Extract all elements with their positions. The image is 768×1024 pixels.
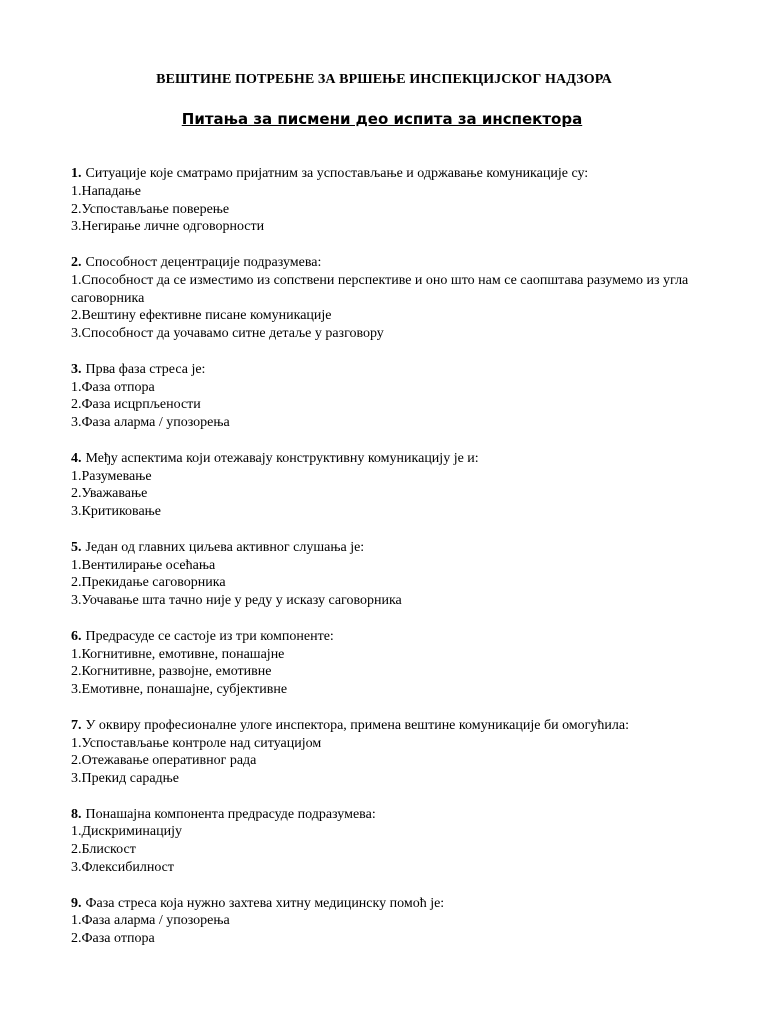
question-block <box>71 254 711 343</box>
question-number: 8. <box>71 806 82 822</box>
question-text: Прва фаза стреса је: <box>85 361 206 377</box>
question-number: 7. <box>71 717 82 733</box>
question-line <box>71 361 711 379</box>
question-line <box>71 165 711 183</box>
answer-option: 3.Негирање личне одговорности <box>71 219 265 235</box>
answer-option: 2.Фаза отпора <box>71 931 155 947</box>
question-block <box>71 717 711 788</box>
question-text: У оквиру професионалне улоге инспектора, примена вештине комуникације би омогућила: <box>85 717 629 733</box>
question-number: 9. <box>71 895 82 911</box>
answer-option: 2.Фаза исцрпљености <box>71 397 201 413</box>
question-block <box>71 165 711 236</box>
answer-option: 3.Емотивне, понашајне, субјективне <box>71 682 288 698</box>
answer-option: 3.Прекид сарадње <box>71 771 180 787</box>
question-line <box>71 895 711 913</box>
question-line <box>71 539 711 557</box>
question-list <box>71 165 711 966</box>
answer-option: 1.Разумевање <box>71 468 152 484</box>
question-text: Међу аспектима који отежавају конструктивну комуникацију је и: <box>85 450 479 466</box>
question-text: Предрасуде се састоје из три компоненте: <box>85 628 334 644</box>
question-text: Један од главних циљева активног слушања је: <box>85 539 365 555</box>
question-line <box>71 254 711 272</box>
question-number: 3. <box>71 361 82 377</box>
question-block <box>71 895 711 948</box>
answer-option: 2.Вештину ефективне писане комуникације <box>71 308 332 324</box>
answer-option: 3.Фаза аларма / упозорења <box>71 415 230 431</box>
answer-option: 1.Дискриминацију <box>71 824 182 840</box>
question-line <box>71 806 711 824</box>
answer-option: 1.Когнитивне, емотивне, понашајне <box>71 646 285 662</box>
question-line <box>71 628 711 646</box>
question-line <box>71 717 711 735</box>
question-text: Фаза стреса која нужно захтева хитну медицинску помоћ је: <box>85 895 445 911</box>
question-number: 6. <box>71 628 82 644</box>
answer-option: 2.Уважавање <box>71 486 148 502</box>
question-number: 1. <box>71 166 82 181</box>
answer-option: 1.Фаза аларма / упозорења <box>71 913 230 929</box>
question-text: Способност децентрације подразумева: <box>85 254 322 270</box>
answer-option: 1.Нападање <box>71 183 142 199</box>
answer-option: 1.Фаза отпора <box>71 379 155 395</box>
answer-option: 2.Успостављање поверење <box>71 201 230 217</box>
question-text: Ситуације које сматрамо пријатним за успостављање и одржавање комуникације су: <box>85 166 589 181</box>
question-block <box>71 806 711 877</box>
answer-option: 1.Успостављање контроле над ситуацијом <box>71 735 322 751</box>
answer-option: 3.Способност да уочавамо ситне детаље у разговору <box>71 326 384 342</box>
answer-option: 3.Флексибилност <box>71 860 174 876</box>
document-subtitle: Питања за писмени део испита за инспектора <box>181 110 583 128</box>
answer-option: 2.Отежавање оперативног рада <box>71 753 257 769</box>
answer-option: 2.Когнитивне, развојне, емотивне <box>71 664 272 680</box>
question-number: 2. <box>71 254 82 270</box>
question-block <box>71 450 711 521</box>
answer-option: 2.Блискост <box>71 842 136 858</box>
document-title: ВЕШТИНЕ ПОТРЕБНЕ ЗА ВРШЕЊЕ ИНСПЕКЦИЈСКОГ НАДЗОРА <box>156 72 612 87</box>
answer-option: 2.Прекидање саговорника <box>71 575 226 591</box>
question-block <box>71 539 711 610</box>
question-text: Понашајна компонента предрасуде подразумева: <box>85 806 376 822</box>
answer-option: 1.Способност да се изместимо из сопствени перспективе и оно што нам се саопштава разумемо из угла саговорника <box>71 272 689 306</box>
answer-option: 3.Критиковање <box>71 504 162 520</box>
answer-option: 1.Вентилирање осећања <box>71 557 216 573</box>
question-number: 4. <box>71 450 82 466</box>
question-line <box>71 450 711 468</box>
answer-option: 3.Уочавање шта тачно није у реду у исказу саговорника <box>71 593 402 609</box>
question-block <box>71 361 711 432</box>
question-block <box>71 628 711 699</box>
question-number: 5. <box>71 539 82 555</box>
